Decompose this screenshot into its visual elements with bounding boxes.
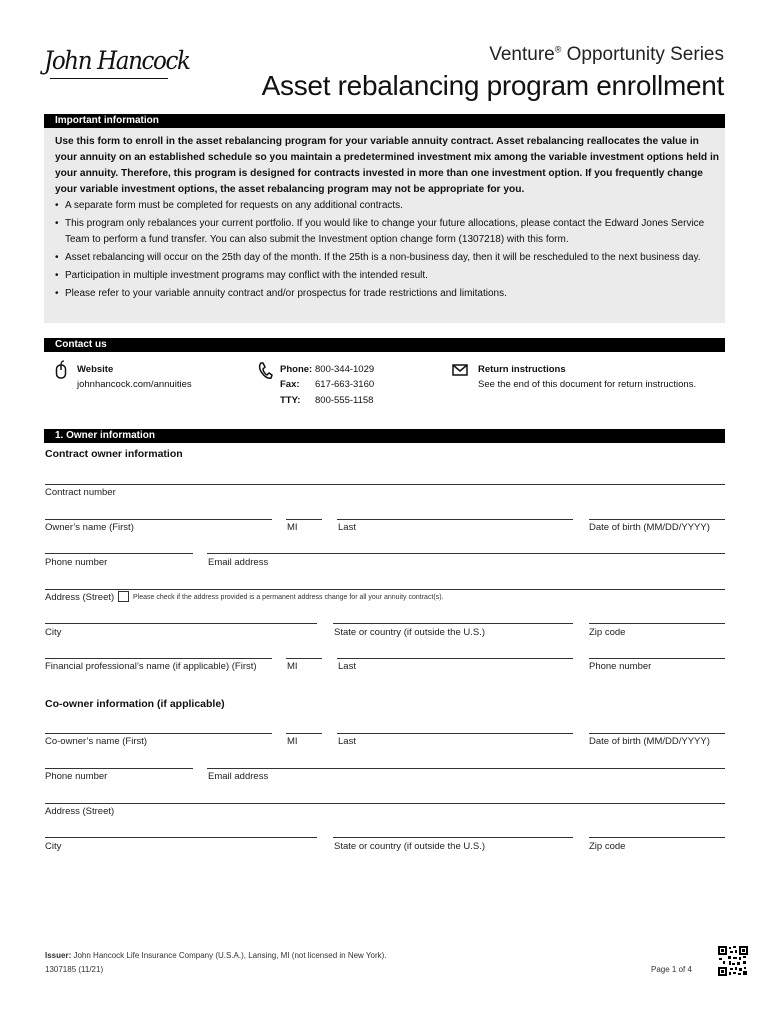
series-suffix: Opportunity Series [561, 44, 724, 65]
phone-icon [258, 361, 274, 386]
fax-label: Fax: [280, 379, 300, 390]
coowner-city-label: City [45, 841, 62, 852]
series-name-text: Venture [489, 44, 555, 65]
owner-phone-label: Phone number [45, 557, 108, 568]
website-link[interactable]: johnhancock.com/annuities [77, 379, 192, 390]
fp-last-name-label: Last [338, 661, 356, 672]
mouse-icon [55, 360, 67, 385]
coowner-city-field[interactable] [45, 837, 317, 838]
logo-underline [50, 78, 168, 79]
fp-phone-label: Phone number [589, 661, 652, 672]
fp-last-name-field[interactable] [337, 658, 573, 659]
fp-phone-field[interactable] [589, 658, 725, 659]
important-bullets [55, 198, 720, 304]
owner-email-field[interactable] [207, 553, 725, 554]
coowner-email-field[interactable] [207, 768, 725, 769]
coowner-last-name-label: Last [338, 736, 356, 747]
registered-mark: ® [554, 44, 562, 55]
fp-first-name-label: Financial professional’s name (if applicable) (First) [45, 661, 257, 672]
bullet-item: • This program only rebalances your current portfolio. If you would like to change your future allocations, please contact the Edward Jones Service Team to perform a fund transfer. You can also submit the Investment option change form (1307218) with this form. [55, 216, 720, 248]
permanent-address-checkbox-label: Please check if the address provided is a permanent address change for all your annuity contract(s). [133, 594, 444, 601]
coowner-mi-field[interactable] [286, 733, 322, 734]
coowner-email-label: Email address [208, 771, 269, 782]
website-label: Website [77, 364, 114, 375]
coowner-mi-label: MI [287, 736, 298, 747]
contract-number-field[interactable] [45, 484, 725, 485]
owner-city-label: City [45, 627, 62, 638]
owner-info-bar: 1. Owner information [44, 429, 725, 443]
important-intro: Use this form to enroll in the asset rebalancing program for your variable annuity contract. Asset rebalancing reallocates the value in your annuity on an established schedule so you maintain a predetermined investment mix among the variable investment options held in your annuity. Therefore, this program is designed for contracts invested in more than one investment option. If you frequently change your variable investment options, the asset rebalancing program may not be appropriate for you. [55, 136, 720, 195]
coowner-dob-field[interactable] [589, 733, 725, 734]
coowner-address-field[interactable] [45, 803, 725, 804]
owner-zip-label: Zip code [589, 627, 626, 638]
contact-us-bar: Contact us [44, 338, 725, 352]
return-instructions-text: See the end of this document for return instructions. [478, 379, 697, 390]
phone-value: 800-344-1029 [315, 364, 375, 375]
coowner-zip-label: Zip code [589, 841, 626, 852]
owner-first-name-field[interactable] [45, 519, 272, 520]
owner-email-label: Email address [208, 557, 269, 568]
tty-label: TTY: [280, 395, 301, 406]
john-hancock-logo: John Hancock [44, 46, 190, 75]
bullet-item: • Asset rebalancing will occur on the 25th day of the month. If the 25th is a non-business day, then it will be rescheduled to the next business day. [55, 250, 720, 266]
bullet-item: • Participation in multiple investment programs may conflict with the intended result. [55, 268, 720, 284]
owner-dob-field[interactable] [589, 519, 725, 520]
coowner-state-field[interactable] [333, 837, 573, 838]
coowner-last-name-field[interactable] [337, 733, 573, 734]
coowner-first-name-label: Co-owner’s name (First) [45, 736, 148, 747]
phone-label: Phone: [280, 364, 313, 375]
owner-mi-label: MI [287, 522, 298, 533]
owner-phone-field[interactable] [45, 553, 193, 554]
owner-address-label: Address (Street) [45, 592, 115, 603]
envelope-icon [452, 363, 468, 381]
contract-number-label: Contract number [45, 487, 116, 498]
owner-city-field[interactable] [45, 623, 317, 624]
coowner-address-label: Address (Street) [45, 806, 115, 817]
bullet-item: • Please refer to your variable annuity contract and/or prospectus for trade restrictions and limitations. [55, 286, 720, 302]
owner-last-name-field[interactable] [337, 519, 573, 520]
fp-mi-label: MI [287, 661, 298, 672]
owner-last-name-label: Last [338, 522, 356, 533]
owner-zip-field[interactable] [589, 623, 725, 624]
coowner-zip-field[interactable] [589, 837, 725, 838]
coowner-dob-label: Date of birth (MM/DD/YYYY) [589, 736, 710, 747]
owner-dob-label: Date of birth (MM/DD/YYYY) [589, 522, 710, 533]
permanent-address-checkbox[interactable] [118, 591, 129, 602]
coowner-phone-field[interactable] [45, 768, 193, 769]
owner-address-field[interactable] [45, 589, 725, 590]
issuer-label: Issuer: [45, 951, 72, 960]
fax-value: 617-663-3160 [315, 379, 375, 390]
form-number: 1307185 (11/21) [45, 965, 104, 974]
owner-state-label: State or country (if outside the U.S.) [334, 627, 486, 638]
page-title: Asset rebalancing program enrollment [261, 70, 724, 101]
coowner-first-name-field[interactable] [45, 733, 272, 734]
owner-mi-field[interactable] [286, 519, 322, 520]
series-name [489, 44, 724, 66]
issuer-text: John Hancock Life Insurance Company (U.S.A.), Lansing, MI (not licensed in New York). [73, 951, 387, 960]
issuer-line [45, 951, 387, 960]
co-owner-subhead: Co-owner information (if applicable) [45, 698, 225, 710]
fp-mi-field[interactable] [286, 658, 322, 659]
contract-owner-subhead: Contract owner information [45, 448, 183, 460]
owner-first-name-label: Owner’s name (First) [45, 522, 134, 533]
return-instructions-label: Return instructions [478, 364, 566, 375]
owner-state-field[interactable] [333, 623, 573, 624]
qr-code-icon [718, 946, 748, 976]
fp-first-name-field[interactable] [45, 658, 272, 659]
coowner-state-label: State or country (if outside the U.S.) [334, 841, 486, 852]
coowner-phone-label: Phone number [45, 771, 108, 782]
important-info-bar: Important information [44, 114, 725, 128]
bullet-item: • A separate form must be completed for requests on any additional contracts. [55, 198, 720, 214]
page-number: Page 1 of 4 [651, 965, 692, 974]
tty-value: 800-555-1158 [315, 395, 374, 406]
